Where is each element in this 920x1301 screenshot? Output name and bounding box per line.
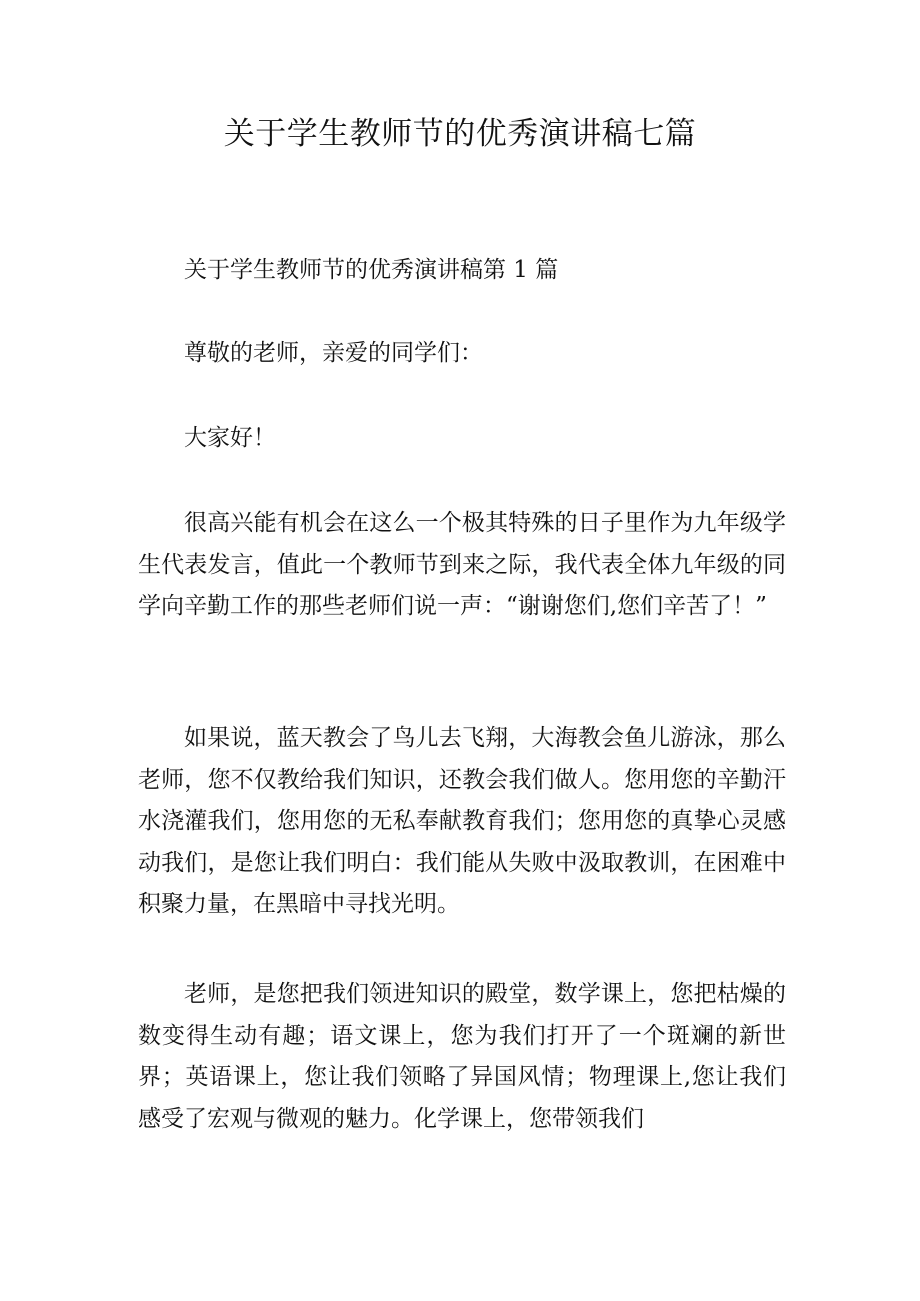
- body-paragraph: 如果说，蓝天教会了鸟儿去飞翔，大海教会鱼儿游泳，那么老师，您不仅教给我们知识，还教会我们做人。您用您的辛勤汗水浇灌我们，您用您的无私奉献教育我们；您用您的真挚心灵感动我们，是您让我们明白：我们能从失败中汲取教训，在困难中积聚力量，在黑暗中寻找光明。: [138, 725, 786, 917]
- body-paragraph: 很高兴能有机会在这么一个极其特殊的日子里作为九年级学生代表发言，值此一个教师节到来之际，我代表全体九年级的同学向辛勤工作的那些老师们说一声：“谢谢您们,您们辛苦了！”: [138, 510, 786, 619]
- greeting: 大家好！: [184, 425, 276, 451]
- section-heading: 关于学生教师节的优秀演讲稿第 1 篇: [184, 257, 559, 283]
- body-paragraph: 老师，是您把我们领进知识的殿堂，数学课上，您把枯燥的数变得生动有趣；语文课上，您为我们打开了一个斑斓的新世界；英语课上，您让我们领略了异国风情；物理课上,您让我们感受了宏观与微观的魅力。化学课上，您带领我们: [138, 981, 786, 1132]
- salutation: 尊敬的老师，亲爱的同学们：: [184, 340, 483, 366]
- document-title: 关于学生教师节的优秀演讲稿七篇: [223, 116, 697, 152]
